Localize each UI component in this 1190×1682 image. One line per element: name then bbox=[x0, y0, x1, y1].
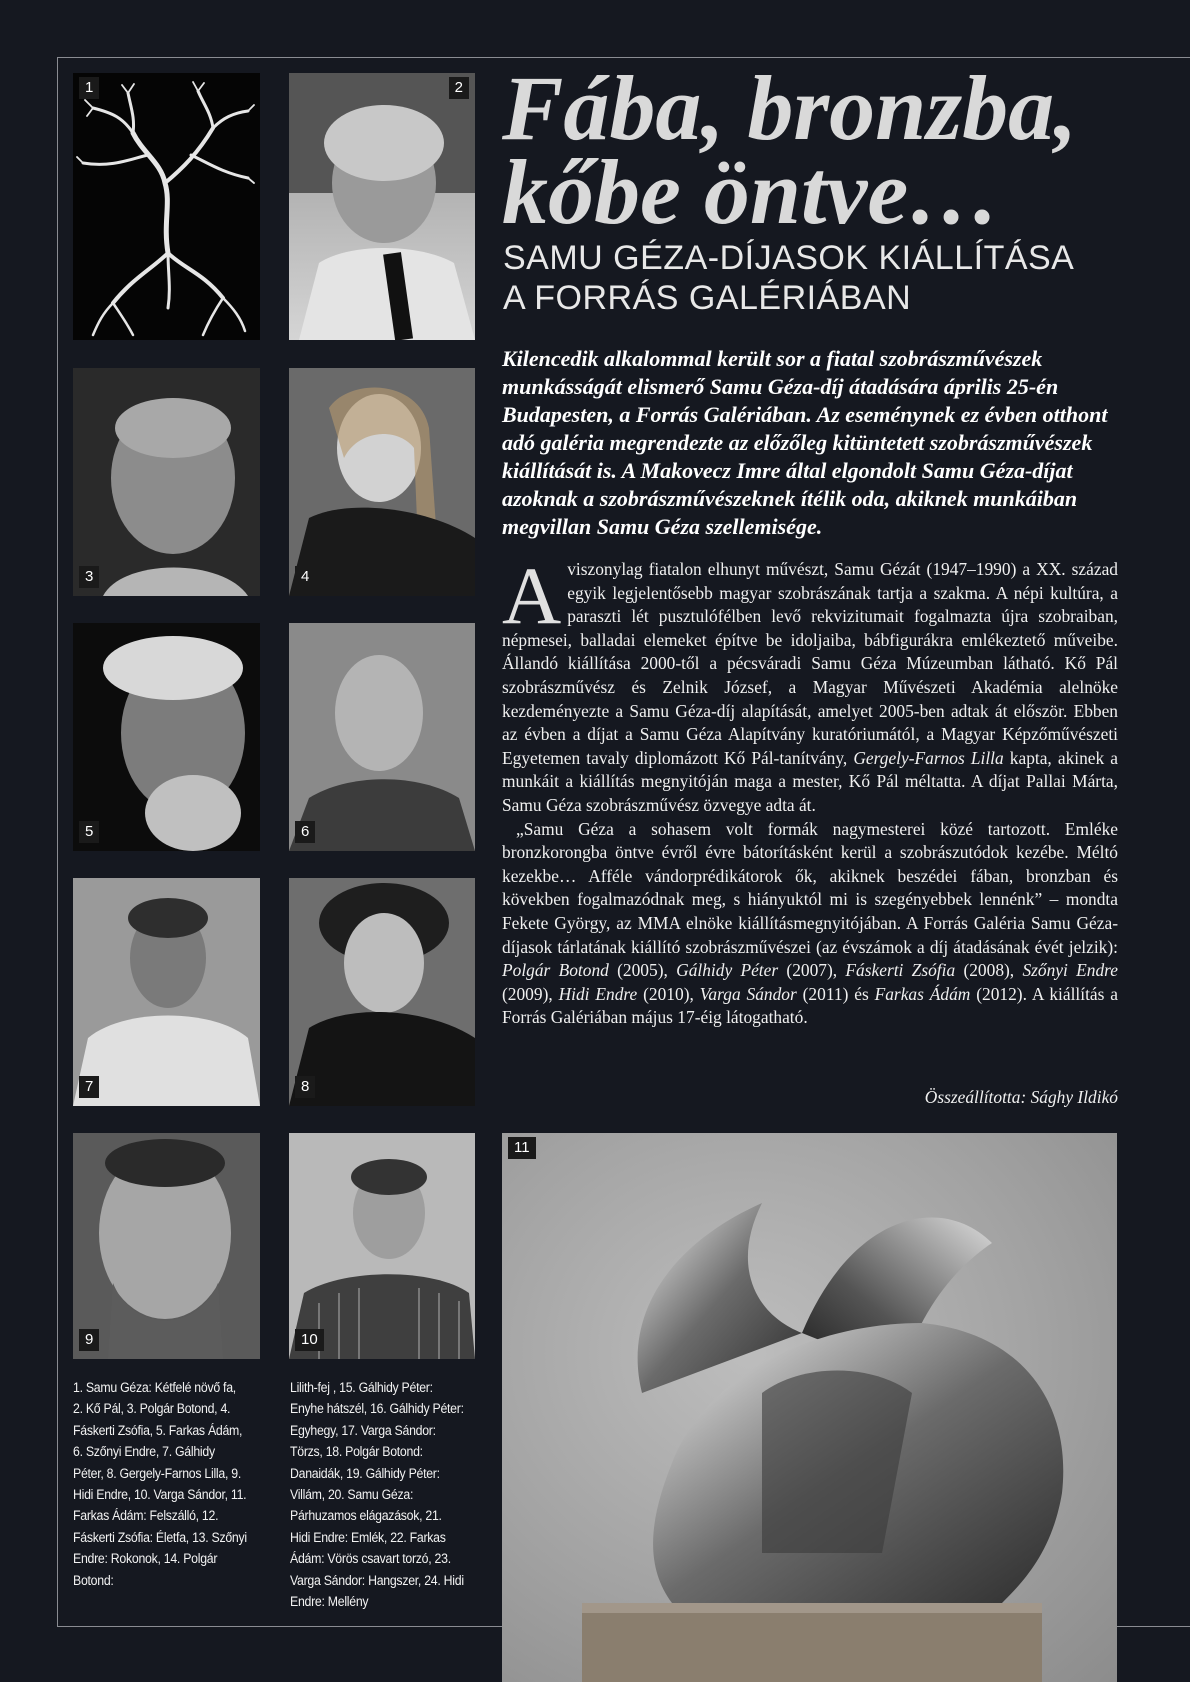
article-title bbox=[502, 57, 1162, 243]
photo-number: 10 bbox=[295, 1329, 324, 1351]
artist-year: (2007), bbox=[778, 960, 846, 981]
drop-cap: A bbox=[502, 550, 562, 641]
caption-column-2: Lilith-fej , 15. Gálhidy Péter: Enyhe hátszél, 16. Gálhidy Péter: Egyhegy, 17. Varga Sándor: Törzs, 18. Polgár Botond: Danaidák, 19. Gálhidy Péter: Villám, 20. Samu Géza: Párhuzamos elágazások, 21. Hidi Endre: Emlék, 22. Farkas Ádám: Vörös csavart torzó, 23. Varga Sándor: Hangszer, 24. Hidi Endre: Mellény bbox=[290, 1380, 464, 1610]
artist-name: Varga Sándor bbox=[699, 983, 797, 1004]
portrait-image bbox=[73, 623, 260, 851]
artist-year: (2011) és bbox=[796, 983, 875, 1004]
artist-name: Hidi Endre bbox=[558, 983, 638, 1004]
paragraph-2-text: „Samu Géza a sohasem volt formák nagymesterei közé tartozott. Emléke bronzkorongba öntve évről évre bátorításként kerül a szobrászutódok kezébe. Méltó kezekbe… Afféle vándorprédikátorok ők, akiknek beszédei fában, bronzban és kövekben fogalmazódnak meg, s hiányuktól mi is szegényebbek lennénk” – mondta Fekete György, az MMA elnöke kiállításmegnyitójában. A Forrás Galéria Samu Géza-díjasok tárlatának kiállító szobrászművészei (az évszámok a díj átadásának évét jelzik): bbox=[502, 818, 1118, 957]
tree-sculpture-image bbox=[73, 73, 260, 340]
portrait-image bbox=[289, 1133, 475, 1359]
photo-number: 3 bbox=[79, 566, 99, 588]
caption-column-1: 1. Samu Géza: Kétfelé növő fa, 2. Kő Pál, 3. Polgár Botond, 4. Fáskerti Zsófia, 5. Farkas Ádám, 6. Szőnyi Endre, 7. Gálhidy Péter, 8. Gergely-Farnos Lilla, 9. Hidi Endre, 10. Varga Sándor, 11. Farkas Ádám: Felszálló, 12. Fáskerti Zsófia: Életfa, 13. Szőnyi Endre: Rokonok, 14. Polgár Botond: bbox=[73, 1380, 247, 1588]
artist-year: (2009), bbox=[502, 983, 559, 1004]
photo-portrait-5 bbox=[73, 623, 260, 851]
photo-portrait-9 bbox=[73, 1133, 260, 1359]
artist-name: Polgár Botond bbox=[502, 960, 609, 981]
photo-number: 11 bbox=[508, 1137, 536, 1159]
subtitle-line-1: SAMU GÉZA-DÍJASOK KIÁLLÍTÁSA bbox=[503, 239, 1075, 277]
portrait-image bbox=[289, 73, 475, 340]
paragraph-1 bbox=[502, 550, 1118, 818]
sculpture-image bbox=[502, 1133, 1117, 1682]
title-line-2: kőbe öntve… bbox=[502, 141, 1001, 243]
artist-year: (2005), bbox=[608, 960, 677, 981]
photo-portrait-3 bbox=[73, 368, 260, 596]
paragraph-1-end: kapta, akinek a munkáit a kiállítás megnyitóján maga a mester, Kő Pál méltatta. A díjat Pallai Márta, Samu Géza szobrászművész özvegye adta át. bbox=[502, 747, 1118, 815]
title-line-1: Fába, bronzba, bbox=[502, 57, 1078, 159]
photo-sculpture-11 bbox=[502, 1133, 1117, 1682]
photo-number: 7 bbox=[79, 1076, 99, 1098]
photo-portrait-8 bbox=[289, 878, 475, 1106]
photo-number: 9 bbox=[79, 1329, 99, 1351]
portrait-image bbox=[289, 623, 475, 851]
artist-name: Szőnyi Endre bbox=[1022, 960, 1118, 981]
subtitle-line-2: A FORRÁS GALÉRIÁBAN bbox=[503, 279, 912, 317]
article-subtitle bbox=[503, 238, 1123, 318]
portrait-image bbox=[73, 368, 260, 596]
photo-number: 4 bbox=[295, 566, 315, 588]
photo-number: 2 bbox=[449, 77, 469, 99]
photo-number: 5 bbox=[79, 821, 99, 843]
article-lead: Kilencedik alkalommal került sor a fiatal szobrászművészek munkásságát elismerő Samu Géza-díj átadására április 25-én Budapesten, a Forrás Galériában. Az eseménynek ez évben otthont adó galéria megrendezte az előzőleg kitüntetett szobrászművészek kiállítását is. A Makovecz Imre által elgondolt Samu Géza-díjat azoknak a szobrászművészeknek ítélik oda, akiknek munkáiban megvillan Samu Géza szellemisége. bbox=[502, 346, 1108, 539]
paragraph-1-text: viszonylag fiatalon elhunyt művészt, Samu Gézát (1947–1990) a XX. század egyik legjelentősebb magyar szobrászának tartja a szakma. A népi kultúra, a paraszti lét pusztulófélben levő rekvizitumait fogalmazta újra szobraiban, népmesei, balladai elemeket építve be idoljaiba, bábfigurákra emlékeztető műveibe. Állandó kiállítása 2000-től a pécsváradi Samu Géza Múzeumban látható. Kő Pál szobrászművész és Zelnik József, a Magyar Művészeti Akadémia alelnöke kezdeményezte a Samu Géza-díj alapítását, amelyet 2005-ben adtak át először. Ebben az évben a díjat a Samu Géza Alapítvány kuratóriumától, a Magyar Képzőművészeti Egyetemen tavaly diplomázott Kő Pál-tanítvány, bbox=[502, 559, 1118, 768]
photo-portrait-10 bbox=[289, 1133, 475, 1359]
photo-portrait-2 bbox=[289, 73, 475, 340]
artist-year: (2008), bbox=[955, 960, 1023, 981]
byline: Összeállította: Sághy Ildikó bbox=[924, 1087, 1118, 1107]
portrait-image bbox=[289, 368, 475, 596]
portrait-image bbox=[73, 878, 260, 1106]
paragraph-2 bbox=[502, 818, 1118, 1030]
artist-name: Gálhidy Péter bbox=[676, 960, 779, 981]
artist-year: (2010), bbox=[637, 983, 700, 1004]
artist-year: (2012). bbox=[970, 983, 1032, 1004]
photo-portrait-6 bbox=[289, 623, 475, 851]
artist-name: Farkas Ádám bbox=[874, 983, 971, 1004]
photo-portrait-4 bbox=[289, 368, 475, 596]
photo-number: 1 bbox=[79, 77, 99, 99]
portrait-image bbox=[289, 878, 475, 1106]
awardee-name: Gergely-Farnos Lilla bbox=[853, 747, 1004, 768]
photo-tree-sculpture bbox=[73, 73, 260, 340]
article-body bbox=[502, 550, 1118, 1030]
photo-number: 6 bbox=[295, 821, 315, 843]
photo-portrait-7 bbox=[73, 878, 260, 1106]
portrait-image bbox=[73, 1133, 260, 1359]
paragraph-2-end: A kiállítás a Forrás Galériában május 17-éig látogatható. bbox=[502, 983, 1118, 1028]
artist-name: Fáskerti Zsófia bbox=[845, 960, 956, 981]
photo-number: 8 bbox=[295, 1076, 315, 1098]
